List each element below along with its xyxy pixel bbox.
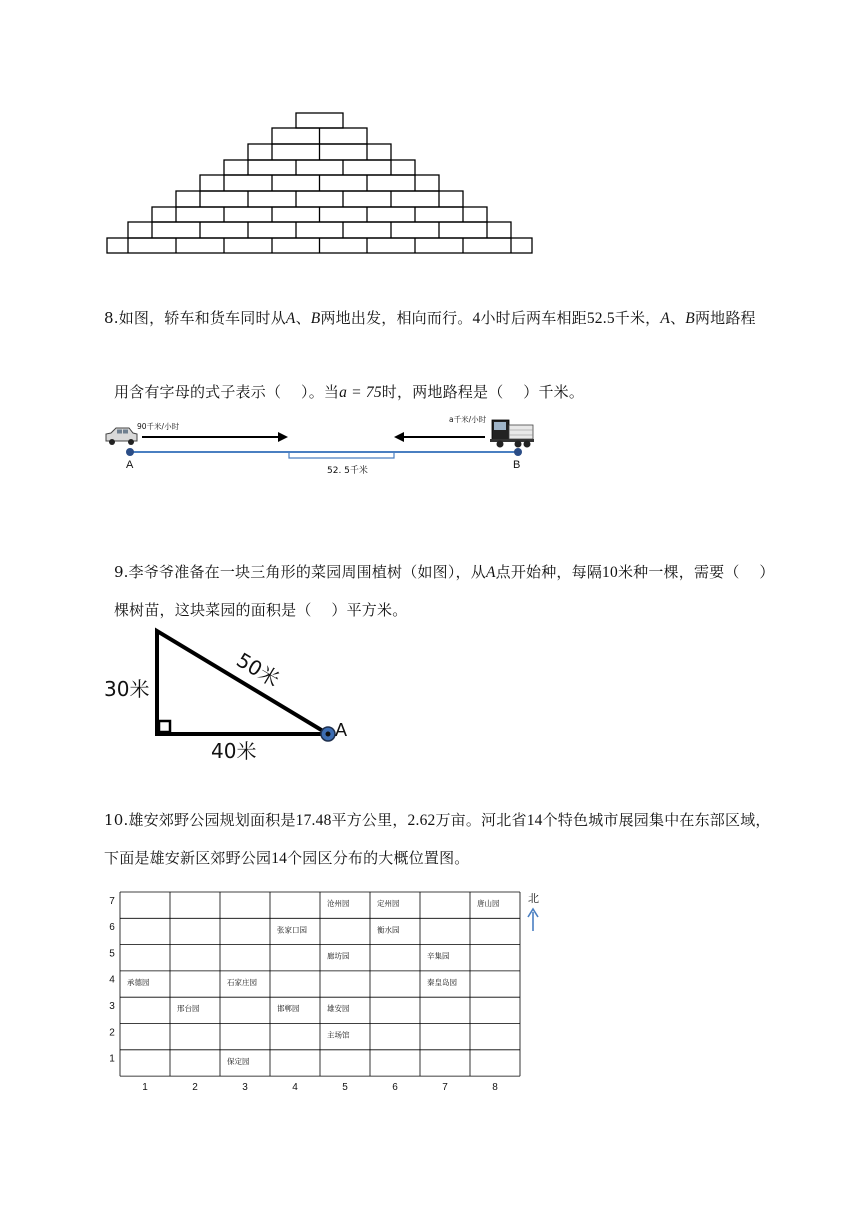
x-axis-label: 8 — [492, 1082, 498, 1094]
q10-line-2 — [104, 840, 470, 877]
point-a-dot — [126, 448, 134, 456]
point-a-label: A — [660, 310, 671, 327]
q9-triangle-figure — [100, 620, 360, 770]
y-axis-label: 5 — [109, 948, 115, 960]
park-location-grid — [100, 885, 560, 1095]
point-b-label: B — [685, 310, 695, 327]
y-axis-label: 4 — [109, 974, 115, 986]
hours-value: 4 — [472, 310, 481, 327]
x-axis-label: 1 — [142, 1082, 148, 1094]
car-icon — [106, 428, 137, 445]
x-axis-label: 6 — [392, 1082, 398, 1094]
q9-text: 米种一棵，需要（ ） — [617, 563, 775, 581]
point-b-dot — [514, 448, 522, 456]
q10-text: 个特色城市展园集中在东部区域， — [542, 811, 771, 829]
park-label: 承德园 — [127, 977, 150, 987]
q8-text: 小时后两车相距 — [480, 309, 587, 327]
point-a-label: A — [485, 564, 496, 581]
q8-line-1 — [104, 300, 756, 337]
park-label: 主场馆 — [327, 1030, 350, 1040]
point-a-label: A — [285, 310, 296, 327]
park-label: 辛集园 — [427, 951, 450, 961]
point-a-text: A — [126, 459, 134, 471]
q10-text: 万亩。河北省 — [435, 811, 527, 829]
x-axis-label: 4 — [292, 1082, 298, 1094]
park-label: 石家庄园 — [227, 977, 257, 987]
truck-speed-label: a千米/小时 — [449, 415, 487, 424]
q10-text: 平方公里， — [331, 811, 408, 829]
point-b-label: B — [310, 310, 321, 327]
car-speed-label: 90千米/小时 — [137, 422, 180, 431]
interval-value: 10 — [602, 564, 618, 581]
park-label: 邢台园 — [177, 1004, 200, 1014]
y-axis-label: 6 — [109, 922, 115, 934]
north-label: 北 — [528, 892, 539, 905]
distance-value: 52.5 — [586, 310, 615, 327]
park-label: 定州园 — [377, 899, 400, 908]
y-axis-label: 3 — [109, 1001, 115, 1013]
q8-line-2 — [104, 337, 584, 411]
equation-a-75: a = 75 — [339, 384, 382, 401]
park-label: 张家口园 — [277, 925, 307, 935]
arrow-left-icon — [394, 432, 404, 442]
q8-text: 千米， — [614, 309, 661, 327]
q8-text: 、 — [670, 309, 686, 327]
q9-text: 9.李爷爷准备在一块三角形的菜园周围植树（如图），从 — [113, 563, 486, 581]
y-axis-label: 7 — [109, 895, 115, 907]
q10-line-1 — [104, 802, 771, 839]
truck-icon — [490, 420, 534, 448]
mu-value: 2.62 — [407, 812, 436, 829]
q9-text: 棵树苗，这块菜园的面积是（ ）平方米。 — [113, 601, 408, 619]
arrow-right-icon — [278, 432, 288, 442]
y-axis-label: 2 — [109, 1027, 115, 1039]
q8-text: 用含有字母的式子表示（ ）。当 — [113, 383, 340, 401]
park-label: 唐山园 — [477, 899, 500, 908]
park-label: 保定园 — [227, 1056, 250, 1066]
park-label: 沧州园 — [327, 899, 350, 908]
count-value: 14 — [526, 812, 543, 829]
q8-text: 时，两地路程是（ ）千米。 — [381, 383, 585, 401]
q9-line-2 — [104, 555, 407, 629]
q9-text: 点开始种，每隔 — [495, 563, 603, 581]
point-a-text: A — [335, 720, 348, 740]
side-40-label: 40米 — [211, 739, 257, 763]
x-axis-label: 7 — [442, 1082, 448, 1094]
q10-text: 10.雄安郊野公园规划面积是 — [104, 811, 296, 829]
q8-text: 两地出发，相向而行。 — [320, 309, 473, 327]
park-label: 雄安园 — [327, 1004, 350, 1014]
park-label: 廊坊园 — [327, 951, 350, 961]
x-axis-label: 2 — [192, 1082, 198, 1094]
q10-text: 个园区分布的大概位置图。 — [287, 849, 470, 867]
q8-text: 、 — [295, 309, 311, 327]
point-b-text: B — [513, 459, 521, 471]
x-axis-label: 3 — [242, 1082, 248, 1094]
q8-road-figure — [100, 405, 550, 480]
q8-text: 两地路程 — [694, 309, 756, 327]
brick-pyramid-figure — [100, 108, 540, 258]
right-angle-mark — [159, 721, 170, 732]
x-axis-label: 5 — [342, 1082, 348, 1094]
q8-text: 8.如图，轿车和货车同时从 — [104, 309, 286, 327]
area-value: 17.48 — [295, 812, 332, 829]
park-label: 秦皇岛园 — [427, 977, 457, 987]
y-axis-label: 1 — [109, 1053, 115, 1065]
q10-text: 下面是雄安新区郊野公园 — [104, 849, 272, 867]
park-label: 衡水园 — [377, 925, 400, 935]
side-50-label: 50米 — [232, 647, 284, 692]
count-value: 14 — [271, 850, 288, 867]
gap-distance-label: 52. 5千米 — [327, 466, 368, 476]
park-label: 邯郸园 — [277, 1004, 300, 1014]
north-arrow-icon — [528, 909, 538, 931]
side-30-label: 30米 — [104, 677, 150, 701]
